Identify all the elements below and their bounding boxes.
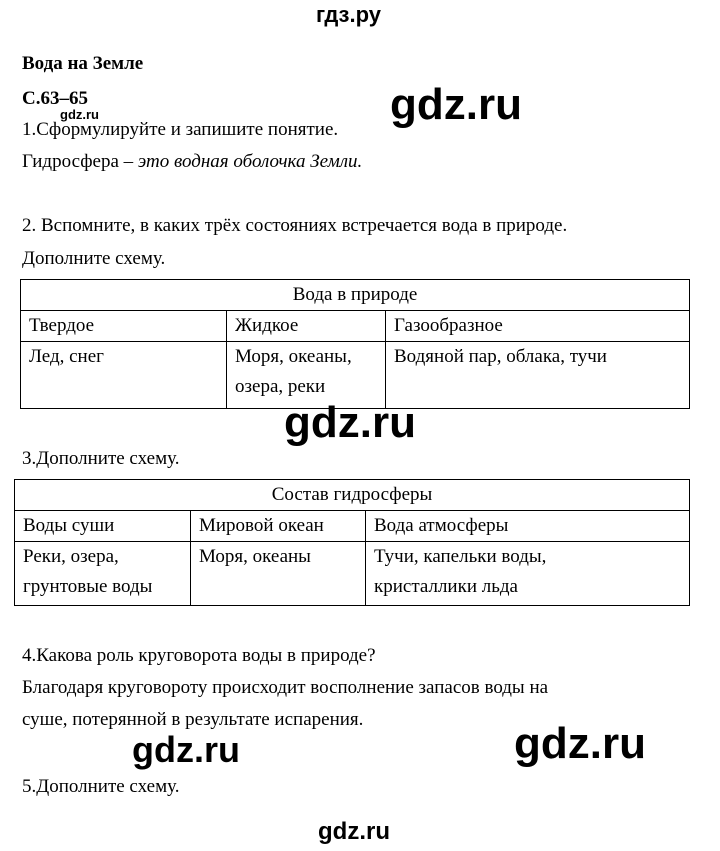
question-2-instruction: Дополните схему. (22, 248, 166, 269)
table-cell: Моря, океаны, озера, реки (227, 342, 386, 409)
question-5: 5.Дополните схему. (22, 776, 180, 797)
table-cell: Моря, океаны (191, 542, 366, 606)
site-title: гдз.ру (316, 2, 381, 27)
term-definition: это водная оболочка Земли. (137, 151, 363, 172)
table-header-cell: Твердое (21, 311, 227, 342)
section-title: Вода на Земле (22, 53, 144, 74)
table-header-cell: Вода атмосферы (366, 511, 690, 542)
table-cell: Лед, снег (21, 342, 227, 409)
page-reference: С.63–65 (22, 88, 88, 109)
table-title: Состав гидросферы (15, 480, 690, 511)
table-header-cell: Газообразное (386, 311, 690, 342)
watermark-top: gdz.ru (390, 80, 522, 129)
table-cell: Реки, озера, грунтовые воды (15, 542, 191, 606)
water-in-nature-table (20, 279, 690, 409)
watermark-lower-left: gdz.ru (132, 729, 240, 770)
answer-4-line-2: суше, потерянной в результате испарения. (22, 709, 364, 730)
question-3: 3.Дополните схему. (22, 448, 180, 469)
table-cell: Водяной пар, облака, тучи (386, 342, 690, 409)
table-header-cell: Воды суши (15, 511, 191, 542)
watermark-lower-right: gdz.ru (514, 719, 646, 768)
table-header-cell: Жидкое (227, 311, 386, 342)
term: Гидросфера – (22, 151, 138, 172)
answer-1 (22, 151, 362, 173)
watermark-middle: gdz.ru (284, 398, 416, 447)
question-4: 4.Какова роль круговорота воды в природе? (22, 645, 376, 666)
hydrosphere-table (14, 479, 690, 606)
watermark-bottom: gdz.ru (318, 818, 390, 845)
question-2: 2. Вспомните, в каких трёх состояниях встречается вода в природе. (22, 215, 568, 236)
watermark-small: gdz.ru (60, 107, 99, 122)
question-1: 1.Сформулируйте и запишите понятие. (22, 119, 339, 140)
table-header-cell: Мировой океан (191, 511, 366, 542)
table-cell: Тучи, капельки воды, кристаллики льда (366, 542, 690, 606)
answer-4-line-1: Благодаря круговороту происходит восполнение запасов воды на (22, 677, 549, 698)
table-title: Вода в природе (21, 280, 690, 311)
